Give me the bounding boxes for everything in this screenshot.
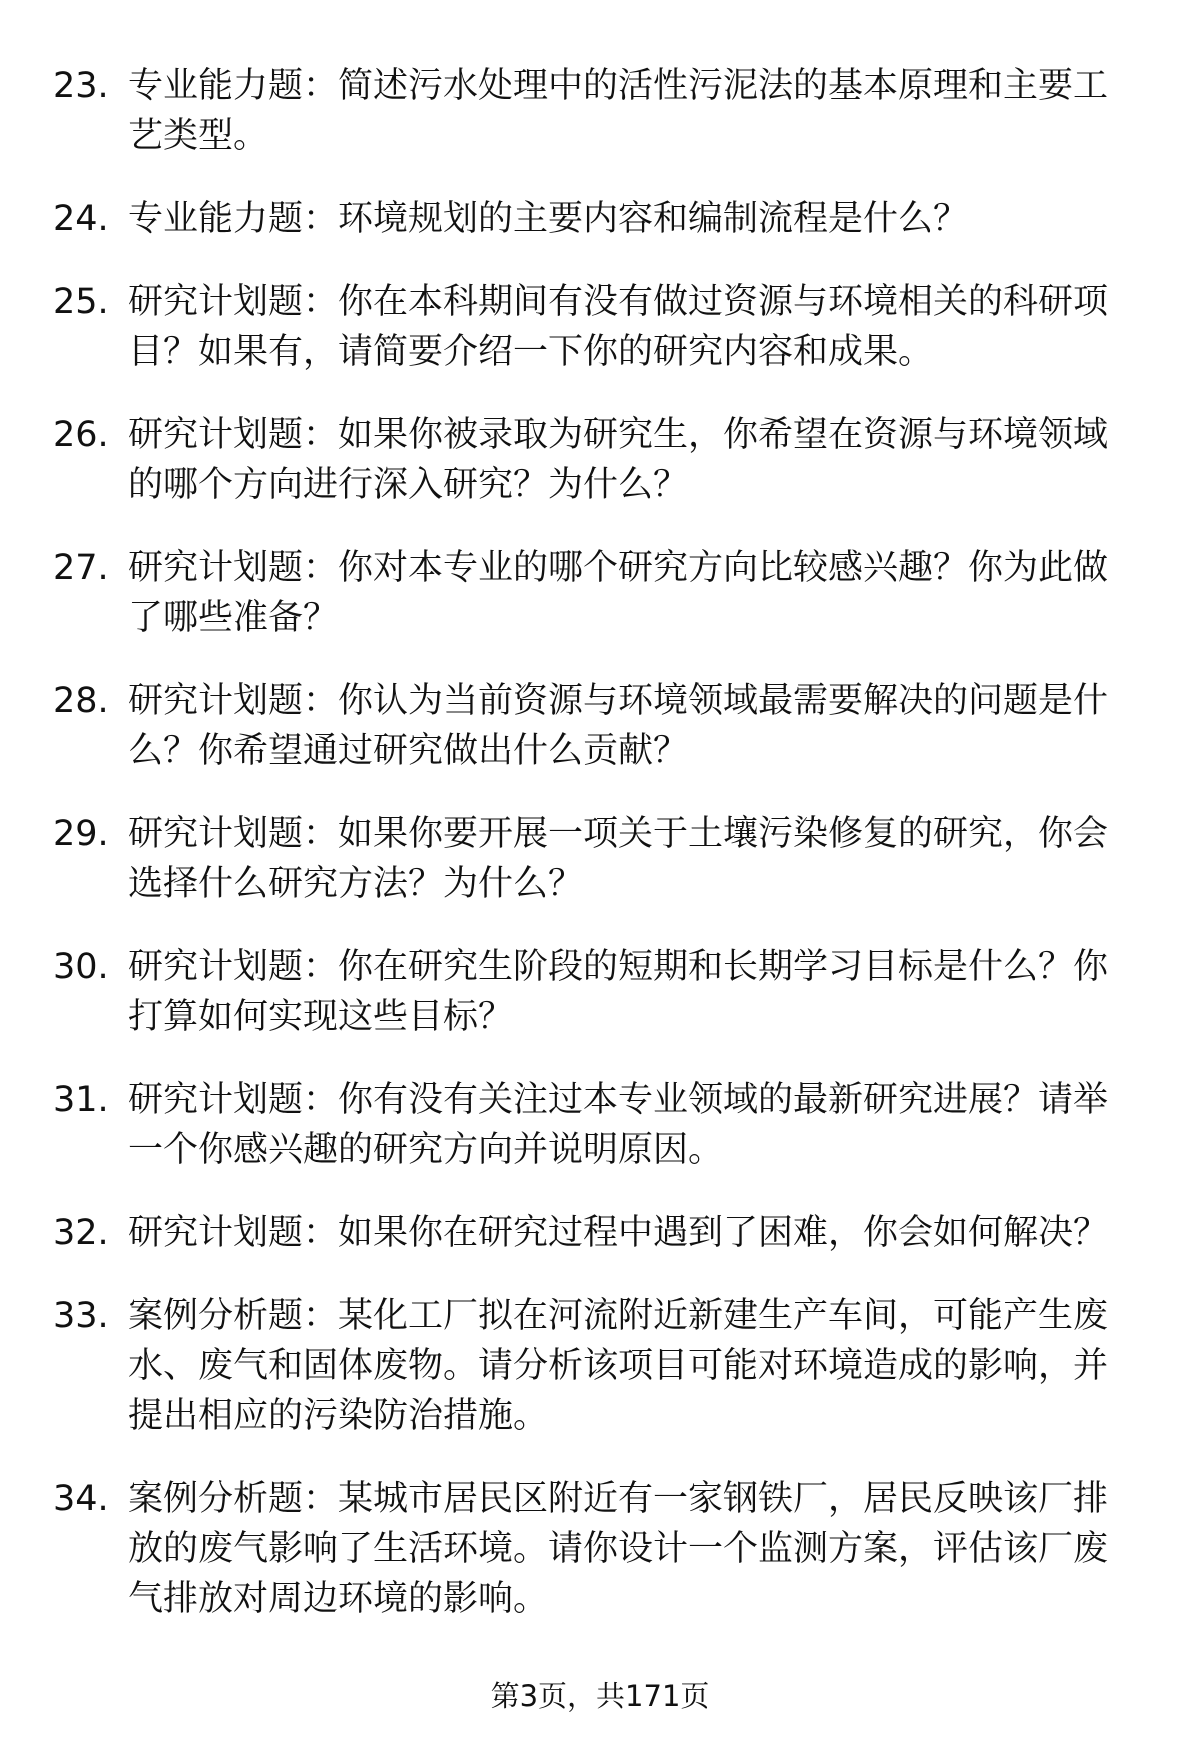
question-number: 23. (53, 66, 109, 106)
question-text: 研究计划题：你有没有关注过本专业领域的最新研究进展？请举一个你感兴趣的研究方向并说明原因。 (128, 1080, 1109, 1170)
question-item (0, 676, 1200, 776)
question-item (0, 543, 1200, 643)
question-text: 研究计划题：如果你在研究过程中遇到了困难，你会如何解决？ (128, 1213, 1109, 1253)
question-text: 研究计划题：你在本科期间有没有做过资源与环境相关的科研项目？如果有，请简要介绍一下你的研究内容和成果。 (128, 282, 1109, 372)
question-list (0, 61, 1200, 1657)
question-number: 29. (53, 814, 109, 854)
page-number: 第3页，共171页 (490, 1679, 710, 1713)
question-text: 研究计划题：如果你被录取为研究生，你希望在资源与环境领域的哪个方向进行深入研究？为什么？ (128, 415, 1109, 505)
question-number: 32. (53, 1213, 109, 1253)
question-number: 31. (53, 1080, 109, 1120)
question-number: 24. (53, 199, 109, 239)
question-text: 专业能力题：简述污水处理中的活性污泥法的基本原理和主要工艺类型。 (128, 66, 1109, 156)
question-number: 30. (53, 947, 109, 987)
question-number: 25. (53, 282, 109, 322)
question-text: 案例分析题：某城市居民区附近有一家钢铁厂，居民反映该厂排放的废气影响了生活环境。请你设计一个监测方案，评估该厂废气排放对周边环境的影响。 (128, 1479, 1109, 1619)
question-item (0, 942, 1200, 1042)
question-text: 研究计划题：你在研究生阶段的短期和长期学习目标是什么？你打算如何实现这些目标？ (128, 947, 1109, 1037)
question-text: 专业能力题：环境规划的主要内容和编制流程是什么？ (128, 199, 969, 239)
question-number: 33. (53, 1296, 109, 1336)
question-item (0, 809, 1200, 909)
question-item (0, 277, 1200, 377)
question-text: 研究计划题：你认为当前资源与环境领域最需要解决的问题是什么？你希望通过研究做出什么贡献？ (128, 681, 1109, 771)
question-number: 26. (53, 415, 109, 455)
question-item (0, 1291, 1200, 1441)
question-item (0, 410, 1200, 510)
question-text: 研究计划题：如果你要开展一项关于土壤污染修复的研究，你会选择什么研究方法？为什么？ (128, 814, 1109, 904)
question-item (0, 1474, 1200, 1624)
question-text: 案例分析题：某化工厂拟在河流附近新建生产车间，可能产生废水、废气和固体废物。请分析该项目可能对环境造成的影响，并提出相应的污染防治措施。 (128, 1296, 1109, 1436)
question-number: 28. (53, 681, 109, 721)
question-text: 研究计划题：你对本专业的哪个研究方向比较感兴趣？你为此做了哪些准备？ (128, 548, 1109, 638)
question-item (0, 61, 1200, 161)
question-item (0, 1208, 1200, 1258)
question-item (0, 1075, 1200, 1175)
question-number: 27. (53, 548, 109, 588)
question-number: 34. (53, 1479, 109, 1519)
question-item (0, 194, 1200, 244)
